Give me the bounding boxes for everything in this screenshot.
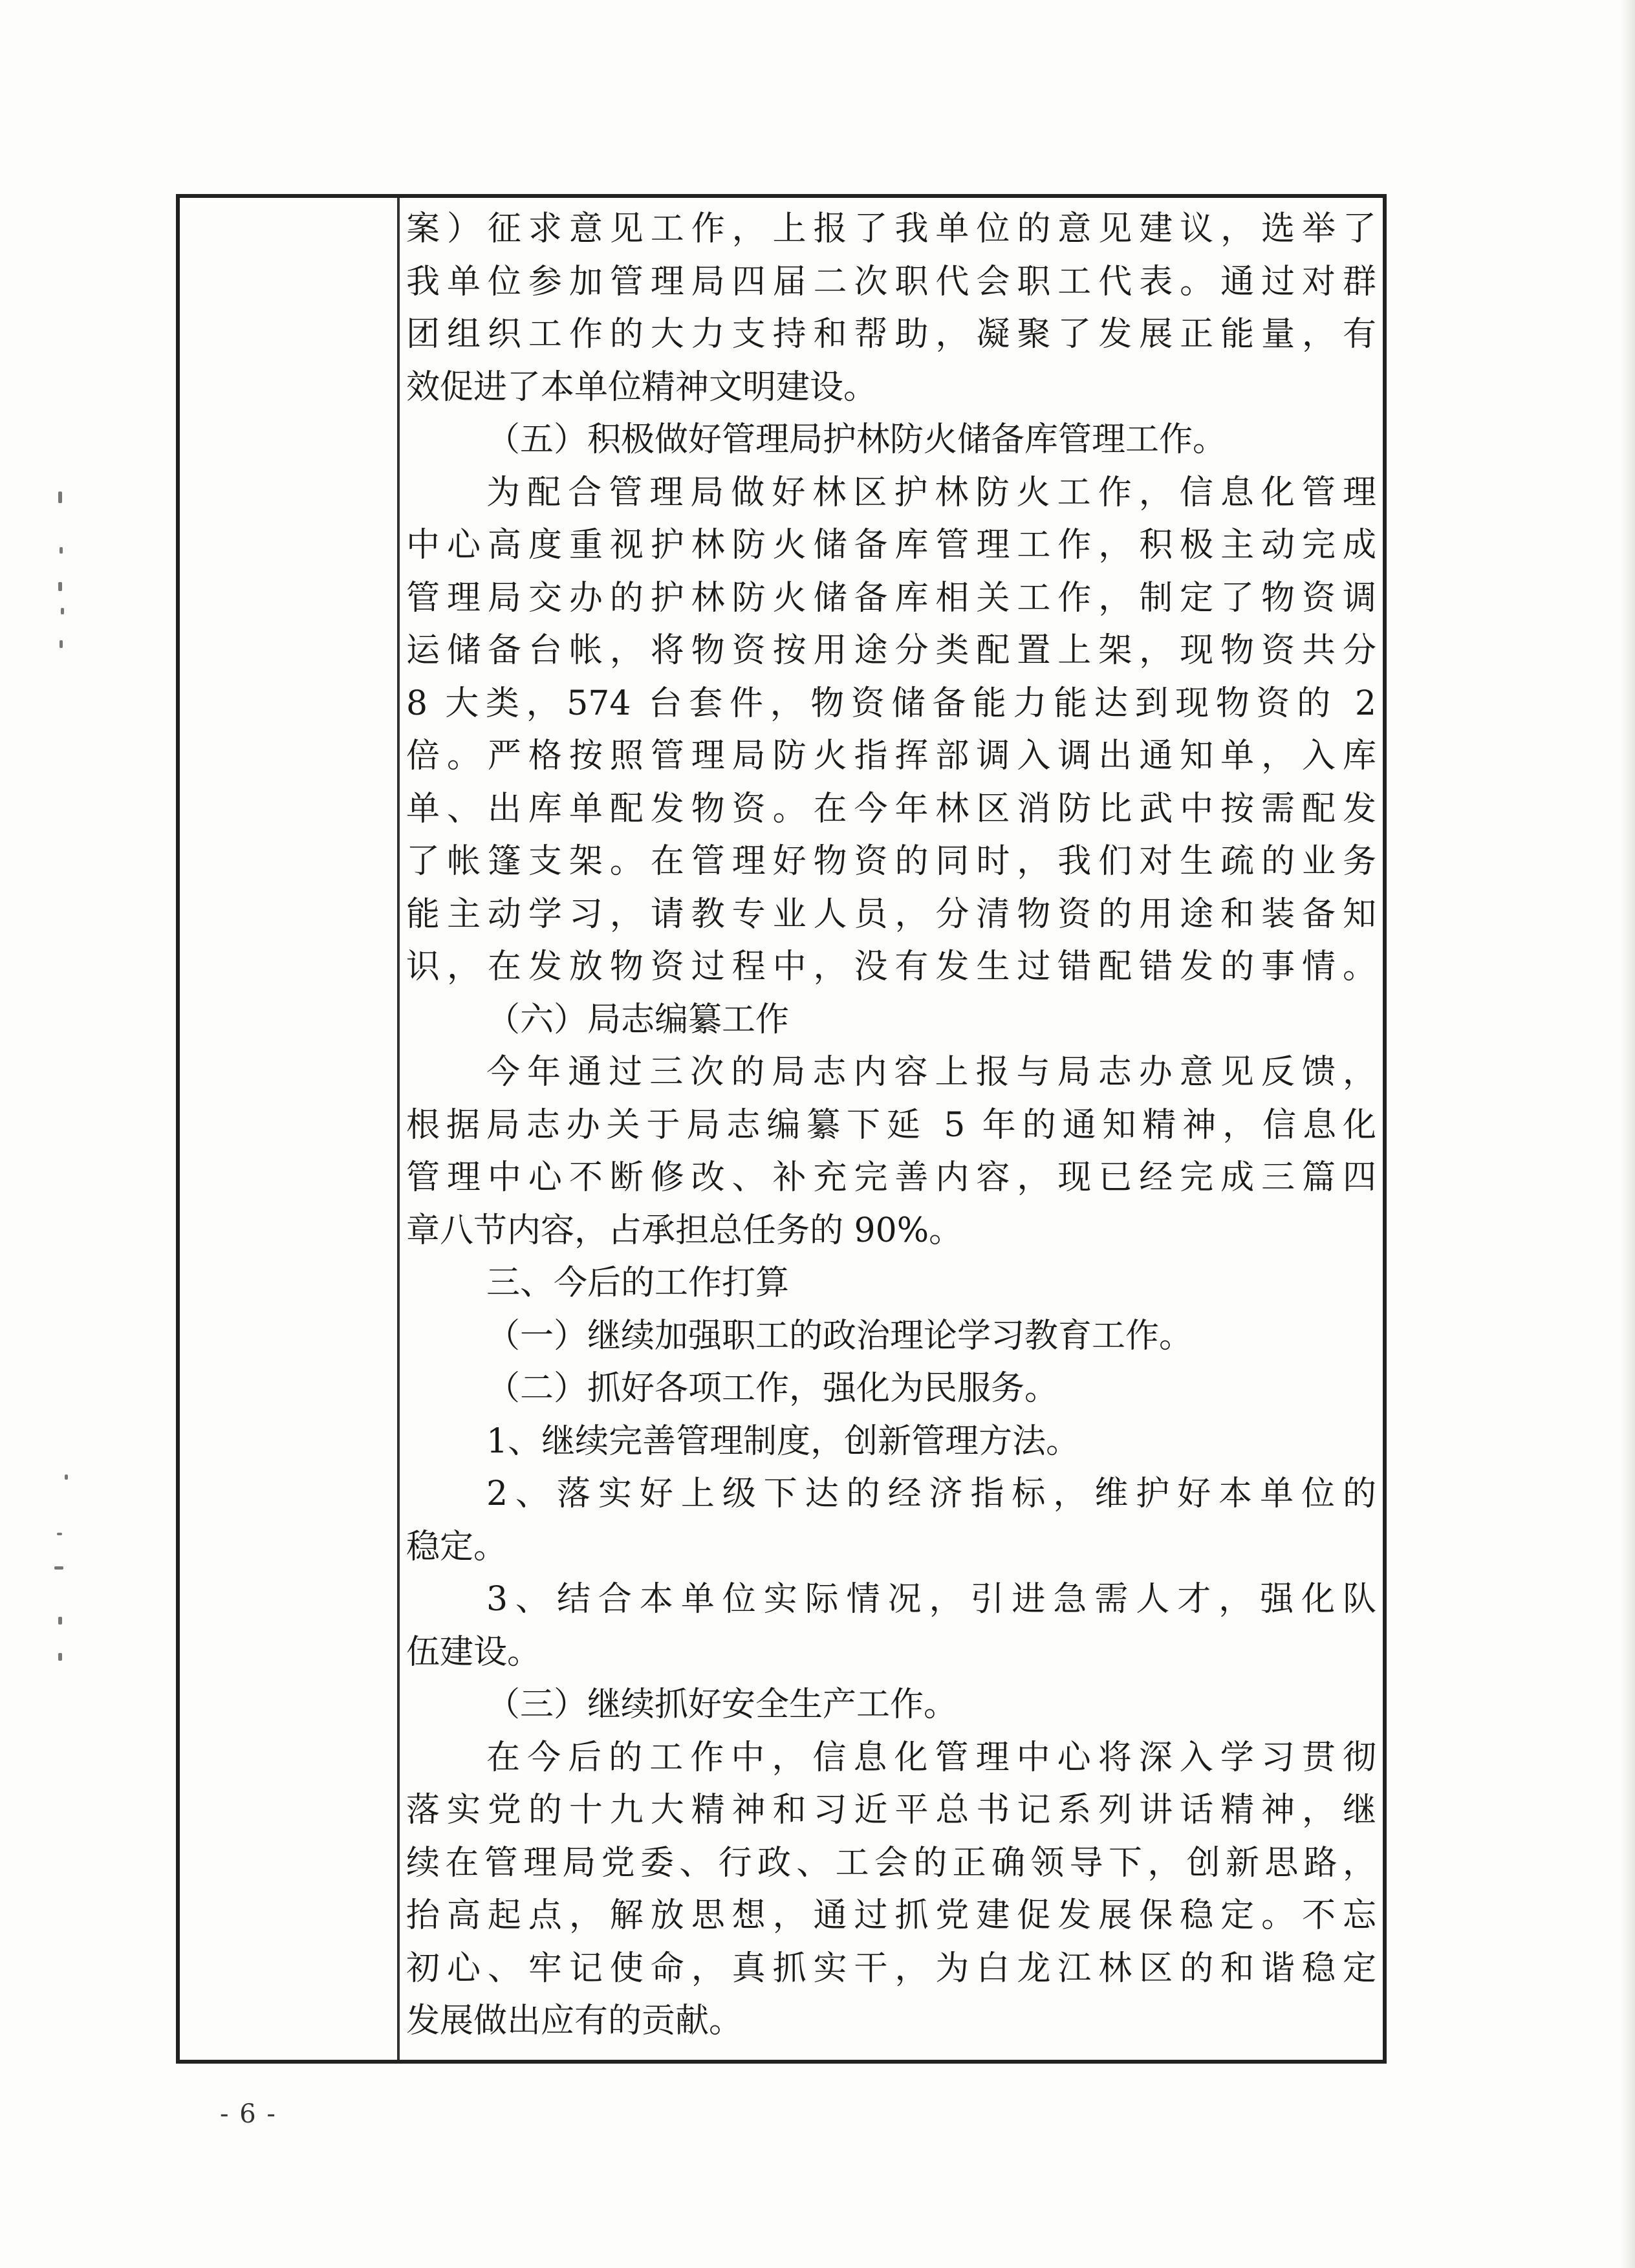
text-line: 章八节内容，占承担总任务的 90%。 [406, 1211, 963, 1250]
text-line: 续在管理局党委、行政、工会的正确领导下，创新思路， [406, 1843, 1376, 1883]
binding-mark [54, 1566, 63, 1570]
text-line: 初心、牢记使命，真抓实干，为白龙江林区的和谐稳定 [406, 1949, 1376, 1988]
section-heading: 三、今后的工作打算 [486, 1264, 790, 1302]
text-line: 3、结合本单位实际情况，引进急需人才，强化队 [486, 1580, 1376, 1619]
text-line: 在今后的工作中，信息化管理中心将深入学习贯彻 [486, 1738, 1376, 1777]
text-line: 落实党的十九大精神和习近平总书记系列讲话精神，继 [406, 1791, 1376, 1830]
text-line: 发展做出应有的贡献。 [406, 2002, 743, 2040]
binding-mark [60, 547, 63, 554]
section-heading: （五）积极做好管理局护林防火储备库管理工作。 [486, 420, 1227, 459]
text-line: 今年通过三次的局志内容上报与局志办意见反馈， [486, 1053, 1376, 1092]
text-line: 识，在发放物资过程中，没有发生过错配错发的事情。 [406, 947, 1376, 986]
text-line: 2、落实好上级下达的经济指标，维护好本单位的 [486, 1474, 1376, 1513]
section-heading: （三）继续抓好安全生产工作。 [486, 1685, 958, 1724]
page-number: - 6 - [220, 2099, 277, 2129]
binding-mark [57, 1533, 62, 1535]
text-line: 单、出库单配发物资。在今年林区消防比武中按需配发 [406, 789, 1376, 828]
text-line: 效促进了本单位精神文明建设。 [406, 367, 878, 407]
text-line: 运储备台帐，将物资按用途分类配置上架，现物资共分 [406, 631, 1376, 670]
text-line: 能主动学习，请教专业人员，分清物资的用途和装备知 [406, 894, 1376, 934]
text-line: 为配合管理局做好林区护林防火工作，信息化管理 [486, 473, 1376, 512]
binding-mark [58, 1653, 62, 1661]
text-line: 我单位参加管理局四届二次职代会职工代表。通过对群 [406, 262, 1376, 301]
binding-mark [60, 640, 63, 648]
scan-page-edge [1621, 0, 1635, 2268]
binding-mark [65, 1474, 68, 1480]
text-line: 抬高起点，解放思想，通过抓党建促发展保稳定。不忘 [406, 1896, 1376, 1935]
text-line: 案）征求意见工作，上报了我单位的意见建议，选举了 [406, 210, 1376, 248]
binding-mark [58, 582, 62, 591]
binding-mark [58, 1617, 62, 1625]
text-line: 倍。严格按照管理局防火指挥部调入调出通知单，入库 [406, 737, 1376, 775]
text-line: 8 大类，574 台套件，物资储备能力能达到现物资的 2 [406, 684, 1376, 723]
text-line: 伍建设。 [406, 1632, 541, 1672]
binding-mark [58, 491, 62, 503]
section-heading: （二）抓好各项工作，强化为民服务。 [486, 1369, 1059, 1408]
text-line: 管理局交办的护林防火储备库相关工作，制定了物资调 [406, 578, 1376, 618]
text-line: 团组织工作的大力支持和帮助，凝聚了发展正能量，有 [406, 315, 1376, 354]
text-line: 了帐篷支架。在管理好物资的同时，我们对生疏的业务 [406, 842, 1376, 881]
form-table [176, 194, 1387, 2064]
text-line: 根据局志办关于局志编纂下延 5 年的通知精神，信息化 [406, 1105, 1376, 1145]
text-line: 管理中心不断修改、补充完善内容，现已经完成三篇四 [406, 1158, 1376, 1197]
section-heading: （六）局志编纂工作 [486, 1000, 790, 1039]
binding-mark [61, 608, 64, 614]
section-heading: 1、继续完善管理制度，创新管理方法。 [486, 1421, 1080, 1461]
table-column-divider [397, 198, 400, 2060]
section-heading: （一）继续加强职工的政治理论学习教育工作。 [486, 1316, 1193, 1355]
text-line: 中心高度重视护林防火储备库管理工作，积极主动完成 [406, 526, 1376, 565]
text-line: 稳定。 [406, 1527, 508, 1566]
